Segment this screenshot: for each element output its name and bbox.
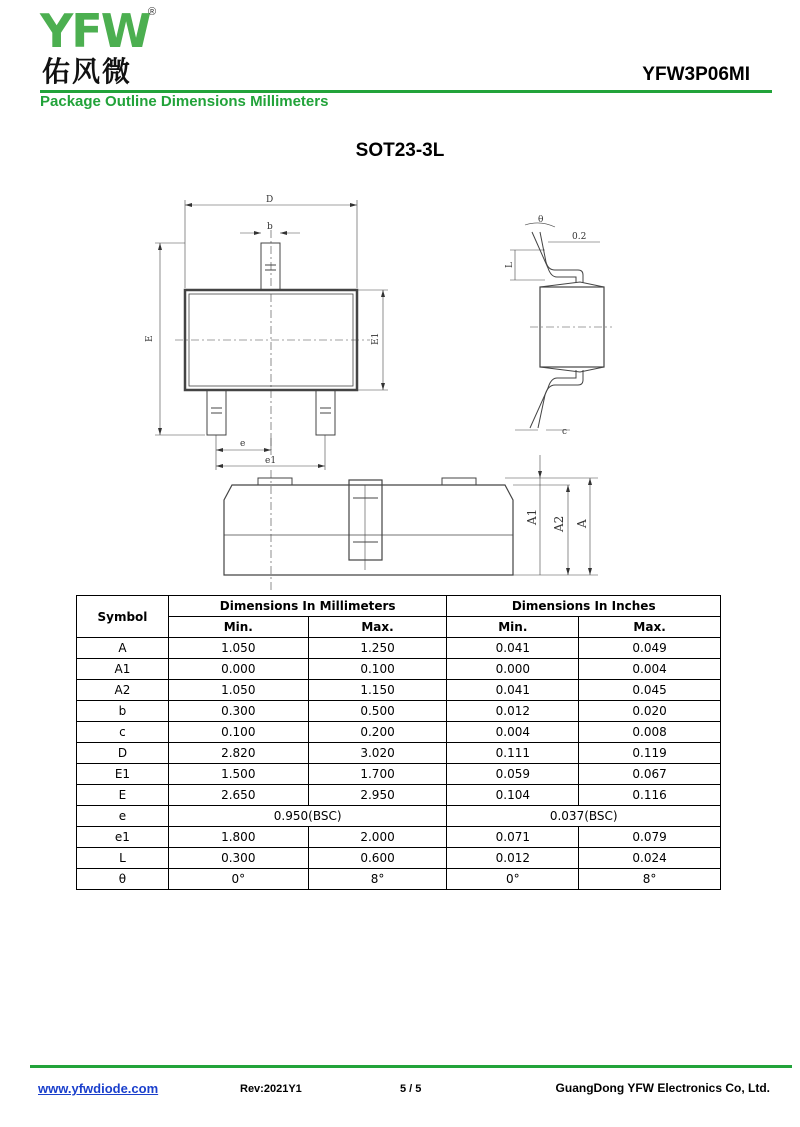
label-gauge-0-2: 0.2 xyxy=(572,232,587,242)
symbol-cell: L xyxy=(77,848,169,869)
mm-max-cell: 0.600 xyxy=(308,848,447,869)
label-A2: A2 xyxy=(552,515,566,532)
table-row xyxy=(77,785,721,806)
symbol-cell: A xyxy=(77,638,169,659)
in-max-cell: 0.024 xyxy=(579,848,721,869)
symbol-cell: E xyxy=(77,785,169,806)
mm-min-cell: 0.000 xyxy=(168,659,308,680)
label-E1: E1 xyxy=(371,332,381,345)
page-number: 5 / 5 xyxy=(400,1083,422,1095)
mm-max-cell: 2.000 xyxy=(308,827,447,848)
in-max-cell: 0.045 xyxy=(579,680,721,701)
mm-min-header: Min. xyxy=(168,617,308,638)
mm-max-cell: 1.250 xyxy=(308,638,447,659)
table-row xyxy=(77,764,721,785)
mm-min-cell: 0° xyxy=(168,869,308,890)
in-max-cell: 0.067 xyxy=(579,764,721,785)
table-row xyxy=(77,743,721,764)
mm-min-cell: 0.300 xyxy=(168,701,308,722)
label-E: E xyxy=(145,335,155,342)
mm-header: Dimensions In Millimeters xyxy=(168,596,447,617)
symbol-cell: E1 xyxy=(77,764,169,785)
in-min-cell: 0.004 xyxy=(447,722,579,743)
symbol-cell: θ xyxy=(77,869,169,890)
in-max-cell: 0.119 xyxy=(579,743,721,764)
mm-max-cell: 0.100 xyxy=(308,659,447,680)
label-e1: e1 xyxy=(265,456,277,466)
symbol-header: Symbol xyxy=(77,596,169,638)
table-row xyxy=(77,848,721,869)
label-A: A xyxy=(575,519,589,528)
label-b: b xyxy=(267,222,273,232)
company-name: GuangDong YFW Electronics Co, Ltd. xyxy=(555,1081,770,1095)
label-D: D xyxy=(266,195,274,205)
in-min-cell: 0.041 xyxy=(447,680,579,701)
label-A1: A1 xyxy=(525,508,539,525)
in-max-cell: 0.116 xyxy=(579,785,721,806)
label-c: c xyxy=(562,427,568,437)
table-row xyxy=(77,869,721,890)
section-subtitle: Package Outline Dimensions Millimeters xyxy=(40,93,329,110)
in-min-cell: 0.059 xyxy=(447,764,579,785)
table-row xyxy=(77,722,721,743)
logo-chinese-name: 佑风微 xyxy=(42,55,133,88)
in-max-header: Max. xyxy=(579,617,721,638)
in-min-cell: 0.012 xyxy=(447,701,579,722)
in-max-cell: 0.004 xyxy=(579,659,721,680)
mm-max-cell: 3.020 xyxy=(308,743,447,764)
company-logo xyxy=(40,4,160,90)
mm-max-cell: 0.200 xyxy=(308,722,447,743)
mm-max-cell: 2.950 xyxy=(308,785,447,806)
mm-min-cell: 2.650 xyxy=(168,785,308,806)
label-e: e xyxy=(240,439,246,449)
in-max-cell: 0.020 xyxy=(579,701,721,722)
in-min-cell: 0° xyxy=(447,869,579,890)
dimensions-table-body xyxy=(77,638,721,890)
in-max-cell: 0.008 xyxy=(579,722,721,743)
in-min-cell: 0.104 xyxy=(447,785,579,806)
label-theta: θ xyxy=(538,215,544,225)
table-row xyxy=(77,827,721,848)
mm-max-cell: 8° xyxy=(308,869,447,890)
mm-min-cell: 1.500 xyxy=(168,764,308,785)
mm-max-cell: 1.150 xyxy=(308,680,447,701)
registered-mark: ® xyxy=(148,6,157,18)
mm-max-cell: 1.700 xyxy=(308,764,447,785)
package-title: SOT23-3L xyxy=(355,140,445,161)
logo-text: YFW xyxy=(40,4,150,58)
table-row xyxy=(77,701,721,722)
website-link[interactable]: www.yfwdiode.com xyxy=(38,1081,159,1096)
dimensions-table xyxy=(76,595,721,890)
mm-max-header: Max. xyxy=(308,617,447,638)
part-number: YFW3P06MI xyxy=(642,64,750,85)
mm-bsc-cell: 0.950(BSC) xyxy=(168,806,447,827)
mm-max-cell: 0.500 xyxy=(308,701,447,722)
mm-min-cell: 1.800 xyxy=(168,827,308,848)
in-max-cell: 8° xyxy=(579,869,721,890)
package-outline-drawing xyxy=(0,180,800,590)
in-max-cell: 0.049 xyxy=(579,638,721,659)
symbol-cell: c xyxy=(77,722,169,743)
footer-divider xyxy=(30,1065,792,1068)
in-min-cell: 0.012 xyxy=(447,848,579,869)
symbol-cell: A2 xyxy=(77,680,169,701)
table-row xyxy=(77,659,721,680)
mm-min-cell: 1.050 xyxy=(168,638,308,659)
in-min-cell: 0.000 xyxy=(447,659,579,680)
top-lead xyxy=(261,243,280,290)
symbol-cell: e1 xyxy=(77,827,169,848)
in-min-cell: 0.041 xyxy=(447,638,579,659)
table-row xyxy=(77,806,721,827)
in-min-cell: 0.071 xyxy=(447,827,579,848)
table-row xyxy=(77,680,721,701)
table-row xyxy=(77,638,721,659)
inch-header: Dimensions In Inches xyxy=(447,596,721,617)
mm-min-cell: 0.300 xyxy=(168,848,308,869)
symbol-cell: A1 xyxy=(77,659,169,680)
mm-min-cell: 1.050 xyxy=(168,680,308,701)
revision: Rev:2021Y1 xyxy=(240,1083,302,1095)
in-min-cell: 0.111 xyxy=(447,743,579,764)
symbol-cell: b xyxy=(77,701,169,722)
mm-min-cell: 0.100 xyxy=(168,722,308,743)
in-min-header: Min. xyxy=(447,617,579,638)
symbol-cell: D xyxy=(77,743,169,764)
in-bsc-cell: 0.037(BSC) xyxy=(447,806,721,827)
label-L: L xyxy=(505,262,515,268)
symbol-cell: e xyxy=(77,806,169,827)
in-max-cell: 0.079 xyxy=(579,827,721,848)
mm-min-cell: 2.820 xyxy=(168,743,308,764)
